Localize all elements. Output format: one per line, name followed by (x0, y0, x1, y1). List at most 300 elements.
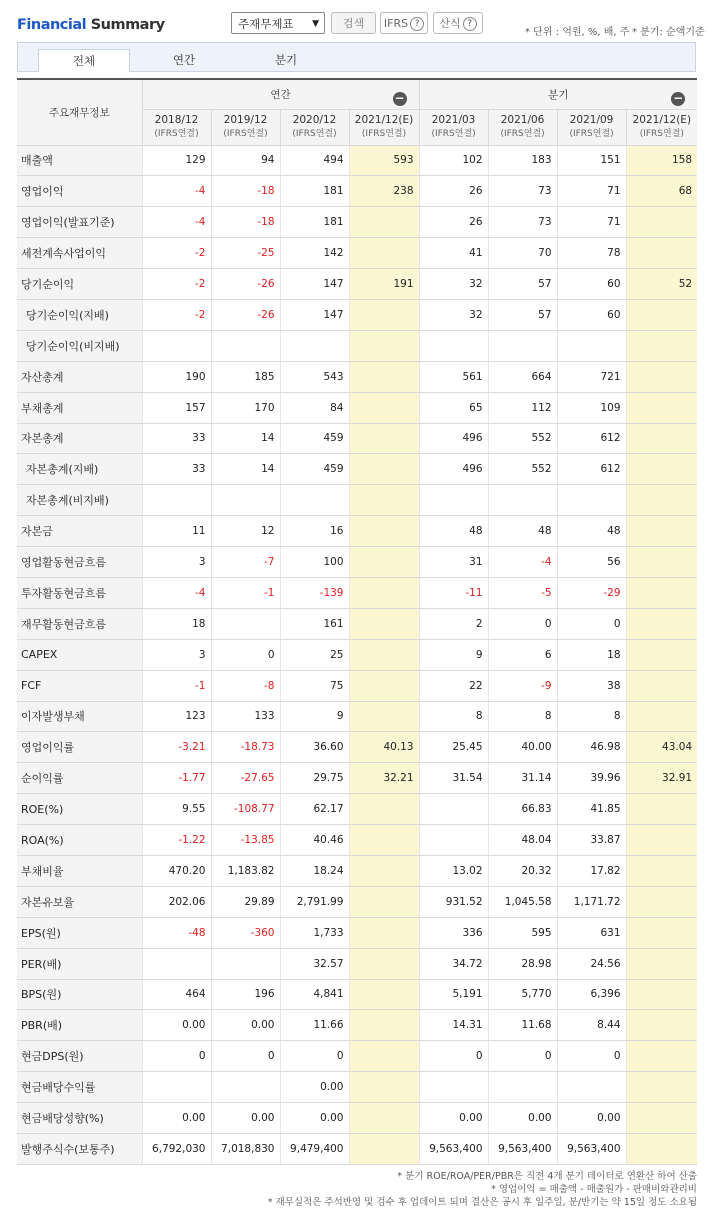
column-period: 2021/03 (431, 113, 476, 126)
table-cell: 0 (557, 1041, 626, 1072)
table-cell: 0.00 (211, 1010, 280, 1041)
table-row (17, 825, 697, 856)
table-row (17, 1041, 697, 1072)
table-cell: 68 (626, 176, 697, 207)
table-cell (142, 330, 211, 361)
table-cell (626, 547, 697, 578)
table-cell (349, 825, 419, 856)
table-cell: 48 (419, 516, 488, 547)
table-cell: 9 (419, 639, 488, 670)
table-row (17, 238, 697, 269)
table-cell: 57 (488, 269, 557, 300)
table-cell: 78 (557, 238, 626, 269)
table-cell: 6 (488, 639, 557, 670)
table-cell: 3 (142, 547, 211, 578)
table-cell: -25 (211, 238, 280, 269)
column-period: 2021/12(E) (632, 113, 692, 126)
search-button[interactable]: 검색 (331, 12, 376, 34)
table-cell: 11.68 (488, 1010, 557, 1041)
table-cell: 664 (488, 361, 557, 392)
table-cell: -1.22 (142, 825, 211, 856)
table-cell (419, 825, 488, 856)
table-cell (349, 670, 419, 701)
row-label: 자본총계(비지배) (17, 485, 142, 516)
table-row (17, 1103, 697, 1134)
table-row (17, 392, 697, 423)
footnotes (268, 1170, 697, 1209)
table-cell (626, 855, 697, 886)
table-cell: 1,733 (280, 917, 349, 948)
statement-type-select[interactable] (231, 12, 325, 34)
table-cell: 32 (419, 299, 488, 330)
table-cell (626, 639, 697, 670)
table-cell: -360 (211, 917, 280, 948)
period-tabs (17, 42, 696, 72)
table-row (17, 1010, 697, 1041)
table-cell: 25 (280, 639, 349, 670)
column-header (488, 109, 557, 145)
table-cell: 185 (211, 361, 280, 392)
table-cell: -4 (142, 176, 211, 207)
table-cell (211, 608, 280, 639)
table-cell: -29 (557, 577, 626, 608)
column-basis: (IFRS연결) (223, 128, 268, 139)
table-cell: 6,792,030 (142, 1134, 211, 1165)
table-cell (626, 577, 697, 608)
table-cell: -4 (142, 207, 211, 238)
table-cell: -1.77 (142, 763, 211, 794)
table-cell: 9,479,400 (280, 1134, 349, 1165)
table-cell (419, 330, 488, 361)
table-row (17, 979, 697, 1010)
table-cell (626, 825, 697, 856)
table-cell: 32.91 (626, 763, 697, 794)
column-basis: (IFRS연결) (431, 128, 476, 139)
table-cell: 7,018,830 (211, 1134, 280, 1165)
table-cell: 157 (142, 392, 211, 423)
table-cell: 32 (419, 269, 488, 300)
table-cell (349, 608, 419, 639)
table-row (17, 547, 697, 578)
table-cell (349, 330, 419, 361)
table-cell (349, 1010, 419, 1041)
table-cell: 56 (557, 547, 626, 578)
row-label: 자본유보율 (17, 886, 142, 917)
table-cell (349, 701, 419, 732)
table-row (17, 454, 697, 485)
table-cell: 16 (280, 516, 349, 547)
table-cell: 12 (211, 516, 280, 547)
table-row (17, 917, 697, 948)
table-cell: 41 (419, 238, 488, 269)
table-cell: 5,770 (488, 979, 557, 1010)
table-cell: -2 (142, 269, 211, 300)
tab-annual[interactable]: 연간 (172, 53, 196, 67)
column-period: 2021/06 (500, 113, 545, 126)
table-cell (626, 392, 697, 423)
table-cell: 18.24 (280, 855, 349, 886)
table-cell: 8.44 (557, 1010, 626, 1041)
table-cell: 161 (280, 608, 349, 639)
table-row (17, 732, 697, 763)
column-period: 2018/12 (154, 113, 199, 126)
row-label: 당기순이익 (17, 269, 142, 300)
table-cell: 60 (557, 299, 626, 330)
table-row (17, 1134, 697, 1165)
table-cell (280, 330, 349, 361)
table-cell (626, 1103, 697, 1134)
table-cell: 13.02 (419, 855, 488, 886)
table-cell: 43.04 (626, 732, 697, 763)
chevron-down-icon: ▼ (312, 19, 319, 29)
table-cell (349, 577, 419, 608)
table-cell: 9 (280, 701, 349, 732)
table-row (17, 145, 697, 176)
table-cell: 28.98 (488, 948, 557, 979)
table-cell: 84 (280, 392, 349, 423)
table-cell: 238 (349, 176, 419, 207)
table-cell: 109 (557, 392, 626, 423)
table-row (17, 269, 697, 300)
table-cell (419, 485, 488, 516)
unit-note: * 단위 : 억원, %, 배, 주 (525, 27, 630, 38)
annual-group-header (142, 79, 419, 109)
row-label: 부채비율 (17, 855, 142, 886)
formula-help-button[interactable] (433, 12, 483, 34)
table-cell (626, 608, 697, 639)
table-cell: 8 (488, 701, 557, 732)
table-cell: 52 (626, 269, 697, 300)
row-label: 영업이익률 (17, 732, 142, 763)
table-cell: 0.00 (488, 1103, 557, 1134)
table-cell: -7 (211, 547, 280, 578)
table-cell: -1 (142, 670, 211, 701)
table-row (17, 794, 697, 825)
table-cell (211, 948, 280, 979)
collapse-quarter-icon[interactable]: − (673, 91, 684, 105)
table-cell: 112 (488, 392, 557, 423)
table-cell (349, 238, 419, 269)
table-cell: 66.83 (488, 794, 557, 825)
table-cell: -26 (211, 269, 280, 300)
table-cell: 0.00 (142, 1010, 211, 1041)
row-label: 부채총계 (17, 392, 142, 423)
table-cell (349, 948, 419, 979)
table-cell: 11.66 (280, 1010, 349, 1041)
table-cell: 100 (280, 547, 349, 578)
table-cell: 11 (142, 516, 211, 547)
row-label: ROA(%) (17, 825, 142, 856)
table-cell: -26 (211, 299, 280, 330)
table-cell: 9.55 (142, 794, 211, 825)
financial-summary-table (17, 78, 697, 1165)
table-cell: 183 (488, 145, 557, 176)
table-cell: 34.72 (419, 948, 488, 979)
table-cell: -18 (211, 176, 280, 207)
table-cell: 561 (419, 361, 488, 392)
column-basis: (IFRS연결) (361, 128, 407, 139)
table-cell: -139 (280, 577, 349, 608)
table-cell: 0.00 (211, 1103, 280, 1134)
table-row (17, 608, 697, 639)
table-cell: 0 (557, 608, 626, 639)
tab-all[interactable]: 전체 (38, 49, 130, 73)
table-row (17, 639, 697, 670)
footnote: * 재무실적은 주석반영 및 검수 후 업데이트 되며 결산은 공시 후 일주일, 분/반기는 약 15일 정도 소요됨 (267, 1197, 697, 1208)
row-label: 현금DPS(원) (17, 1041, 142, 1072)
table-cell: 57 (488, 299, 557, 330)
table-cell: 593 (349, 145, 419, 176)
table-cell: 0 (419, 1041, 488, 1072)
table-cell (557, 330, 626, 361)
table-cell: 459 (280, 454, 349, 485)
table-cell (419, 1072, 488, 1103)
table-cell (349, 1103, 419, 1134)
annual-group-label: 연간 (270, 88, 291, 101)
table-row (17, 948, 697, 979)
quarter-group-label: 분기 (548, 88, 569, 101)
row-label: 세전계속사업이익 (17, 238, 142, 269)
table-row (17, 516, 697, 547)
question-icon: ? (463, 17, 477, 31)
table-cell: 2,791.99 (280, 886, 349, 917)
table-cell: 17.82 (557, 855, 626, 886)
table-cell (626, 917, 697, 948)
table-cell: 26 (419, 207, 488, 238)
table-cell: 71 (557, 207, 626, 238)
table-cell: 25.45 (419, 732, 488, 763)
table-cell: 62.17 (280, 794, 349, 825)
table-cell (557, 1072, 626, 1103)
table-cell: 36.60 (280, 732, 349, 763)
table-cell: 8 (557, 701, 626, 732)
table-cell: 40.46 (280, 825, 349, 856)
table-cell: 6,396 (557, 979, 626, 1010)
table-cell: -5 (488, 577, 557, 608)
table-row (17, 1072, 697, 1103)
table-cell (349, 1072, 419, 1103)
table-cell (626, 1041, 697, 1072)
row-label: 당기순이익(비지배) (17, 330, 142, 361)
footnote: * 분기 ROE/ROA/PER/PBR은 직전 4개 분기 데이터로 연환산 하여 산출 (397, 1171, 697, 1182)
table-row (17, 886, 697, 917)
table-row (17, 176, 697, 207)
table-cell (349, 516, 419, 547)
table-cell: -27.65 (211, 763, 280, 794)
table-cell: 0 (488, 1041, 557, 1072)
table-cell: 494 (280, 145, 349, 176)
formula-label: 산식 (439, 17, 461, 30)
collapse-annual-icon[interactable]: − (394, 91, 405, 105)
table-cell: 552 (488, 454, 557, 485)
row-label: 발행주식수(보통주) (17, 1134, 142, 1165)
table-row (17, 485, 697, 516)
table-cell: 18 (557, 639, 626, 670)
table-row (17, 330, 697, 361)
row-label: EPS(원) (17, 917, 142, 948)
table-row (17, 701, 697, 732)
footnote: * 영업이익 = 매출액 - 매출원가 - 판매비와관리비 (491, 1184, 697, 1195)
table-cell (626, 948, 697, 979)
table-cell: -4 (142, 577, 211, 608)
table-cell: 33 (142, 423, 211, 454)
table-cell (349, 855, 419, 886)
table-cell (142, 1072, 211, 1103)
table-cell: 102 (419, 145, 488, 176)
table-cell: 202.06 (142, 886, 211, 917)
table-cell: 0 (488, 608, 557, 639)
table-cell: 496 (419, 454, 488, 485)
table-cell (557, 485, 626, 516)
table-cell (349, 392, 419, 423)
row-label: 순이익률 (17, 763, 142, 794)
table-cell: 147 (280, 269, 349, 300)
table-cell: 40.00 (488, 732, 557, 763)
table-cell: 9,563,400 (419, 1134, 488, 1165)
ifrs-help-button[interactable] (380, 12, 428, 34)
table-cell (349, 454, 419, 485)
table-cell (626, 1134, 697, 1165)
table-cell: 721 (557, 361, 626, 392)
table-cell: 612 (557, 423, 626, 454)
column-basis: (IFRS연결) (292, 128, 337, 139)
table-cell: 336 (419, 917, 488, 948)
table-row (17, 423, 697, 454)
ifrs-label: IFRS (383, 17, 409, 30)
column-header (626, 109, 697, 145)
table-cell (626, 979, 697, 1010)
row-label: 자본총계 (17, 423, 142, 454)
table-cell (626, 330, 697, 361)
table-cell (349, 1041, 419, 1072)
table-cell: -48 (142, 917, 211, 948)
table-cell: 470.20 (142, 855, 211, 886)
table-cell: 71 (557, 176, 626, 207)
table-cell (349, 547, 419, 578)
table-cell: 0.00 (557, 1103, 626, 1134)
column-header (280, 109, 349, 145)
table-cell: 191 (349, 269, 419, 300)
table-cell: 48.04 (488, 825, 557, 856)
table-cell: 1,171.72 (557, 886, 626, 917)
table-cell (626, 1010, 697, 1041)
column-period: 2021/09 (569, 113, 614, 126)
row-label: 자본총계(지배) (17, 454, 142, 485)
quarter-group-header (419, 79, 697, 109)
table-cell: 0.00 (280, 1103, 349, 1134)
table-cell: -4 (488, 547, 557, 578)
table-cell (626, 701, 697, 732)
table-cell: 496 (419, 423, 488, 454)
table-row (17, 855, 697, 886)
table-cell (211, 485, 280, 516)
table-cell: 631 (557, 917, 626, 948)
table-cell (349, 886, 419, 917)
table-cell (349, 639, 419, 670)
table-row (17, 577, 697, 608)
column-basis: (IFRS연결) (500, 128, 545, 139)
table-cell (349, 1134, 419, 1165)
table-cell: 22 (419, 670, 488, 701)
column-header (557, 109, 626, 145)
table-cell: 33.87 (557, 825, 626, 856)
table-cell: 73 (488, 176, 557, 207)
table-cell: 0 (142, 1041, 211, 1072)
table-cell: 70 (488, 238, 557, 269)
table-cell: -1 (211, 577, 280, 608)
table-cell: 612 (557, 454, 626, 485)
row-label: ROE(%) (17, 794, 142, 825)
table-cell: 0 (211, 1041, 280, 1072)
table-cell (349, 485, 419, 516)
table-row (17, 670, 697, 701)
row-header-label: 주요재무정보 (17, 79, 142, 145)
table-cell: 3 (142, 639, 211, 670)
table-cell (349, 979, 419, 1010)
table-row (17, 299, 697, 330)
row-label: 영업이익(발표기준) (17, 207, 142, 238)
table-cell (349, 361, 419, 392)
row-label: 영업이익 (17, 176, 142, 207)
table-cell (626, 299, 697, 330)
table-cell (626, 516, 697, 547)
table-cell (626, 423, 697, 454)
row-label: 당기순이익(지배) (17, 299, 142, 330)
table-cell: 9,563,400 (557, 1134, 626, 1165)
top-bar (0, 0, 708, 44)
table-cell: 48 (557, 516, 626, 547)
table-cell: 40.13 (349, 732, 419, 763)
table-cell: 39.96 (557, 763, 626, 794)
table-cell (211, 330, 280, 361)
table-cell: 31 (419, 547, 488, 578)
column-header (349, 109, 419, 145)
table-cell: -18.73 (211, 732, 280, 763)
table-cell: 1,045.58 (488, 886, 557, 917)
table-cell: 94 (211, 145, 280, 176)
table-cell: 29.89 (211, 886, 280, 917)
table-cell (349, 423, 419, 454)
table-cell: 0.00 (280, 1072, 349, 1103)
period-note: * 분기: 순액기준 (632, 27, 705, 38)
table-cell: 2 (419, 608, 488, 639)
table-cell: -8 (211, 670, 280, 701)
table-cell: 32.21 (349, 763, 419, 794)
table-cell (488, 485, 557, 516)
table-cell (626, 485, 697, 516)
table-cell (626, 238, 697, 269)
table-cell (626, 454, 697, 485)
row-label: PBR(배) (17, 1010, 142, 1041)
table-cell: 158 (626, 145, 697, 176)
table-cell: -13.85 (211, 825, 280, 856)
tab-quarter[interactable]: 분기 (274, 53, 298, 67)
table-cell (626, 1072, 697, 1103)
page-title: Financial Summary (17, 17, 165, 33)
table-cell: 20.32 (488, 855, 557, 886)
column-period: 2021/12(E) (354, 113, 414, 126)
row-label: 매출액 (17, 145, 142, 176)
table-cell: 48 (488, 516, 557, 547)
table-cell: 75 (280, 670, 349, 701)
table-cell (626, 207, 697, 238)
table-cell: 196 (211, 979, 280, 1010)
table-cell: 18 (142, 608, 211, 639)
column-header (419, 109, 488, 145)
table-cell: 46.98 (557, 732, 626, 763)
table-cell: 33 (142, 454, 211, 485)
row-label: 자산총계 (17, 361, 142, 392)
